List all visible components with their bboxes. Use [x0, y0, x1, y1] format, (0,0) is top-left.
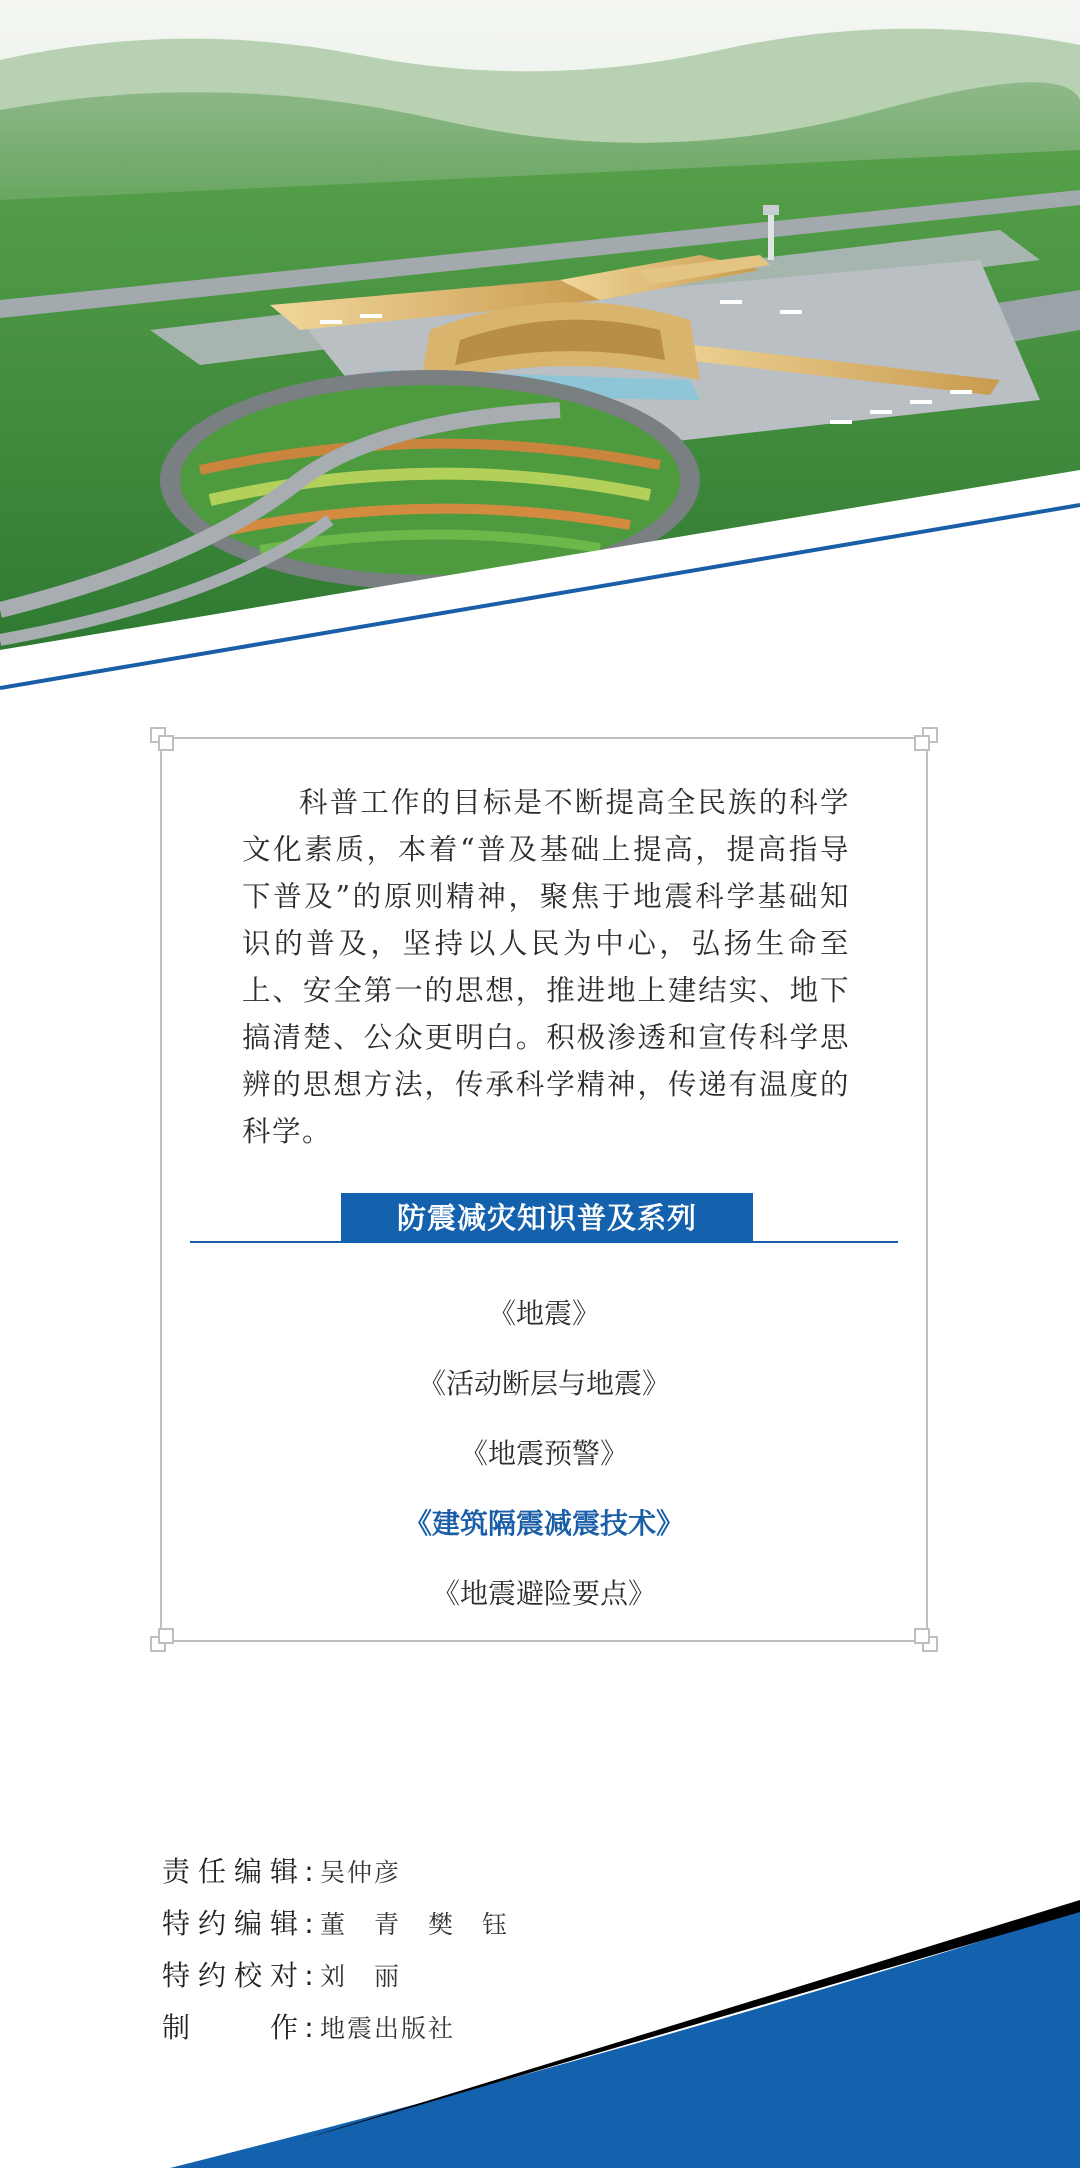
- colon: :: [304, 1959, 314, 1992]
- colon: :: [304, 1907, 314, 1940]
- frame-corner-ornament: [150, 727, 176, 753]
- credit-row: [162, 2002, 509, 2054]
- frame-corner-ornament: [912, 727, 938, 753]
- credit-role: 制 作: [162, 2011, 298, 2044]
- credit-role: 责任编辑: [162, 1855, 298, 1888]
- credit-name: 董 青 樊 钰: [320, 1910, 510, 1939]
- credit-name: 吴仲彦: [320, 1858, 402, 1887]
- book-title: 《活动断层与地震》: [417, 1367, 670, 1400]
- book-list: [162, 1279, 926, 1629]
- book-title: 《地震》: [487, 1297, 600, 1330]
- hero-image: [0, 0, 1080, 700]
- intro-frame: [160, 737, 928, 1642]
- frame-corner-ornament: [150, 1626, 176, 1652]
- credit-name: 地震出版社: [320, 2014, 456, 2043]
- credit-row: [162, 1846, 509, 1898]
- book-title: 《地震预警》: [459, 1437, 628, 1470]
- series-title: 防震减灾知识普及系列: [341, 1193, 753, 1243]
- credits: [162, 1846, 509, 2054]
- airport-terminal-illustration-icon: [0, 0, 1080, 700]
- book-title-highlighted: 《建筑隔震减震技术》: [403, 1507, 684, 1540]
- book-title: 《地震避险要点》: [431, 1577, 656, 1610]
- intro-paragraph: 科普工作的目标是不断提高全民族的科学文化素质，本着“普及基础上提高，提高指导下普及”的原则精神，聚焦于地震科学基础知识的普及，坚持以人民为中心，弘扬生命至上、安全第一的思想，推进地上建结实、地下搞清楚、公众更明白。积极渗透和宣传科学思辨的思想方法，传承科学精神，传递有温度的科学。: [242, 786, 850, 1148]
- credit-role: 特约编辑: [162, 1907, 298, 1940]
- credit-row: [162, 1950, 509, 2002]
- credit-name: 刘 丽: [320, 1962, 402, 1991]
- colon: :: [304, 1855, 314, 1888]
- credit-role: 特约校对: [162, 1959, 298, 1992]
- credit-row: [162, 1898, 509, 1950]
- colon: :: [304, 2011, 314, 2044]
- frame-corner-ornament: [912, 1626, 938, 1652]
